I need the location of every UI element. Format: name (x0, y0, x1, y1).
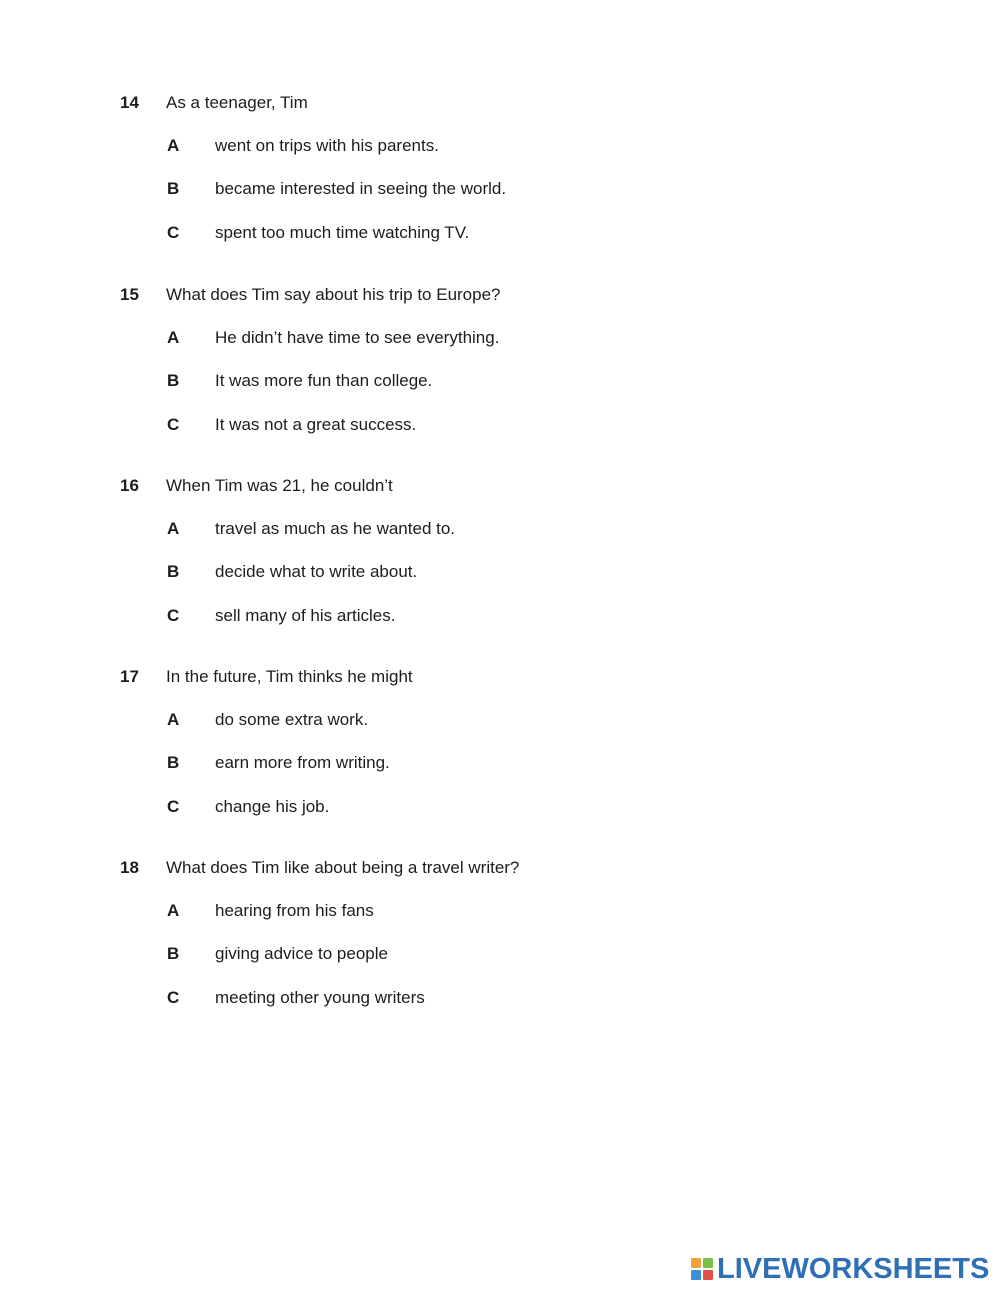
question-text: When Tim was 21, he couldn’t (166, 476, 393, 495)
option-a[interactable] (0, 708, 1000, 732)
option-text: decide what to write about. (215, 562, 418, 581)
option-c[interactable] (0, 221, 1000, 245)
option-a[interactable] (0, 326, 1000, 350)
option-a[interactable] (0, 899, 1000, 923)
question-text: What does Tim say about his trip to Europe? (166, 285, 501, 304)
option-text: sell many of his articles. (215, 606, 396, 625)
option-text: became interested in seeing the world. (215, 179, 507, 198)
option-text: spent too much time watching TV. (215, 223, 470, 242)
option-text: It was more fun than college. (215, 371, 433, 390)
option-letter: C (167, 223, 180, 242)
option-a[interactable] (0, 134, 1000, 158)
option-text: He didn’t have time to see everything. (215, 328, 500, 347)
question-number: 15 (120, 285, 139, 304)
liveworksheets-brand[interactable] (690, 1252, 989, 1286)
logo-square-3 (691, 1270, 701, 1280)
option-text: travel as much as he wanted to. (215, 519, 456, 538)
option-text: hearing from his fans (215, 901, 374, 920)
option-letter: B (167, 944, 180, 963)
option-b[interactable] (0, 369, 1000, 393)
question-line (0, 474, 1000, 498)
question-line (0, 91, 1000, 115)
liveworksheets-logo-icon (690, 1257, 714, 1281)
option-letter: B (167, 371, 180, 390)
option-c[interactable] (0, 795, 1000, 819)
option-text: change his job. (215, 797, 330, 816)
option-b[interactable] (0, 560, 1000, 584)
option-b[interactable] (0, 751, 1000, 775)
option-c[interactable] (0, 413, 1000, 437)
question-text: As a teenager, Tim (166, 93, 308, 112)
option-letter: C (167, 415, 180, 434)
option-b[interactable] (0, 177, 1000, 201)
option-text: went on trips with his parents. (215, 136, 439, 155)
question-number: 14 (120, 93, 139, 112)
question-number: 18 (120, 858, 139, 877)
option-text: It was not a great success. (215, 415, 417, 434)
brand-name: LIVEWORKSHEETS (717, 1253, 990, 1285)
option-letter: B (167, 179, 180, 198)
option-letter: A (167, 328, 180, 347)
option-a[interactable] (0, 517, 1000, 541)
question-text: What does Tim like about being a travel writer? (166, 858, 520, 877)
option-letter: A (167, 901, 180, 920)
option-c[interactable] (0, 604, 1000, 628)
option-text: earn more from writing. (215, 753, 390, 772)
question-number: 16 (120, 476, 139, 495)
question-number: 17 (120, 667, 139, 686)
option-text: meeting other young writers (215, 988, 425, 1007)
option-letter: A (167, 519, 180, 538)
option-letter: C (167, 988, 180, 1007)
question-line (0, 283, 1000, 307)
option-b[interactable] (0, 942, 1000, 966)
option-letter: A (167, 710, 180, 729)
question-line (0, 665, 1000, 689)
option-c[interactable] (0, 986, 1000, 1010)
logo-square-2 (703, 1258, 713, 1268)
option-letter: B (167, 753, 180, 772)
option-text: giving advice to people (215, 944, 388, 963)
logo-square-4 (703, 1270, 713, 1280)
question-text: In the future, Tim thinks he might (166, 667, 413, 686)
option-letter: B (167, 562, 180, 581)
option-text: do some extra work. (215, 710, 369, 729)
option-letter: A (167, 136, 180, 155)
option-letter: C (167, 606, 180, 625)
question-line (0, 856, 1000, 880)
logo-square-1 (691, 1258, 701, 1268)
option-letter: C (167, 797, 180, 816)
